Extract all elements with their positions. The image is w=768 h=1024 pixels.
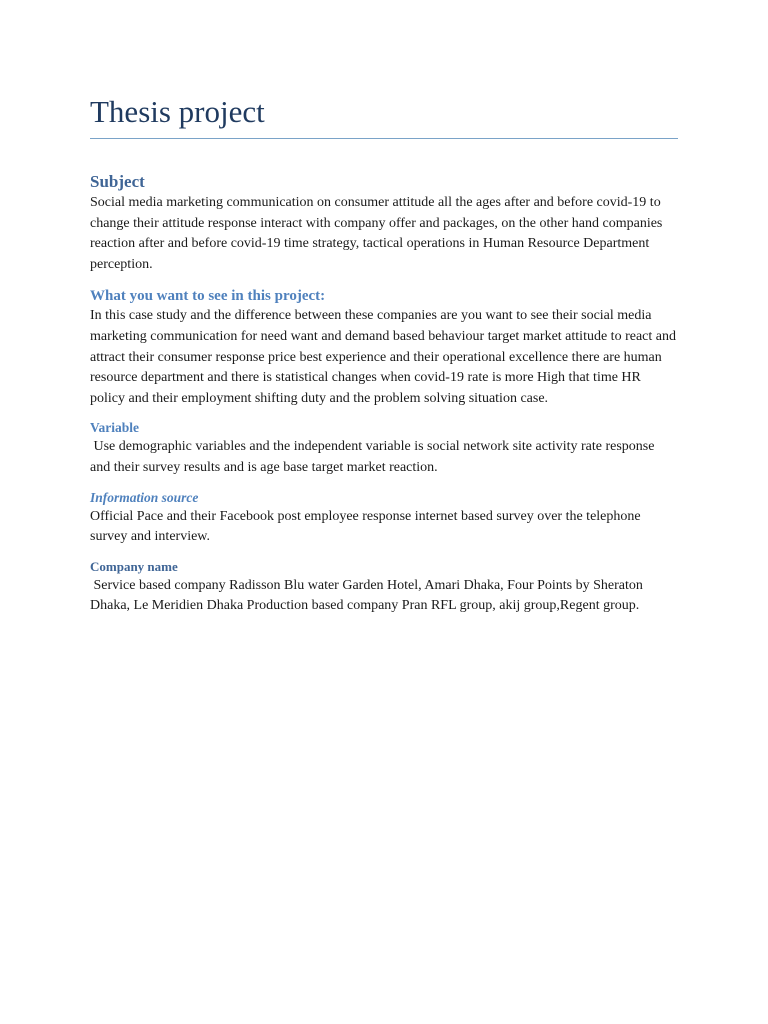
section-heading-information-source: Information source [90,489,199,505]
section-text-variable: Use demographic variables and the independent variable is social network site activity rate response and their survey results and is age base target market reaction. [90,439,658,475]
section-heading-what-to-see: What you want to see in this project: [90,288,326,305]
section-text-subject: Social media marketing communication on consumer attitude all the ages after and before covid-19 to change their attitude response interact with company offer and packages, on the other hand companies reaction after and before covid-19 time strategy, tactical operations in Human Resource Department perception. [90,195,666,272]
document-page [90,92,678,617]
section-text-information-source: Official Pace and their Facebook post employee response internet based survey over the telephone survey and interview. [90,508,645,545]
section-heading-variable: Variable [90,420,140,436]
section-heading-subject: Subject [90,172,145,191]
section-text-what-to-see: In this case study and the difference between these companies are you want to see their social media marketing communication for need want and demand based behaviour target market attitude to react and attract their consumer response price best experience and their operational excellence there are human resource department and there is statistical changes when covid-19 rate is more High that time HR policy and their employment shifting duty and the problem solving situation case. [90,308,680,406]
section-subject [90,171,678,275]
section-information-source [90,489,678,548]
section-company-name [90,558,678,617]
section-text-company-name: Service based company Radisson Blu water Garden Hotel, Amari Dhaka, Four Points by Sheraton Dhaka, Le Meridien Dhaka Production based company Pran RFL group, akij group,Regent group. [90,577,647,614]
section-what-to-see [90,286,678,409]
document-title: Thesis project [90,92,678,139]
section-variable [90,419,678,478]
section-heading-company-name: Company name [90,558,178,574]
